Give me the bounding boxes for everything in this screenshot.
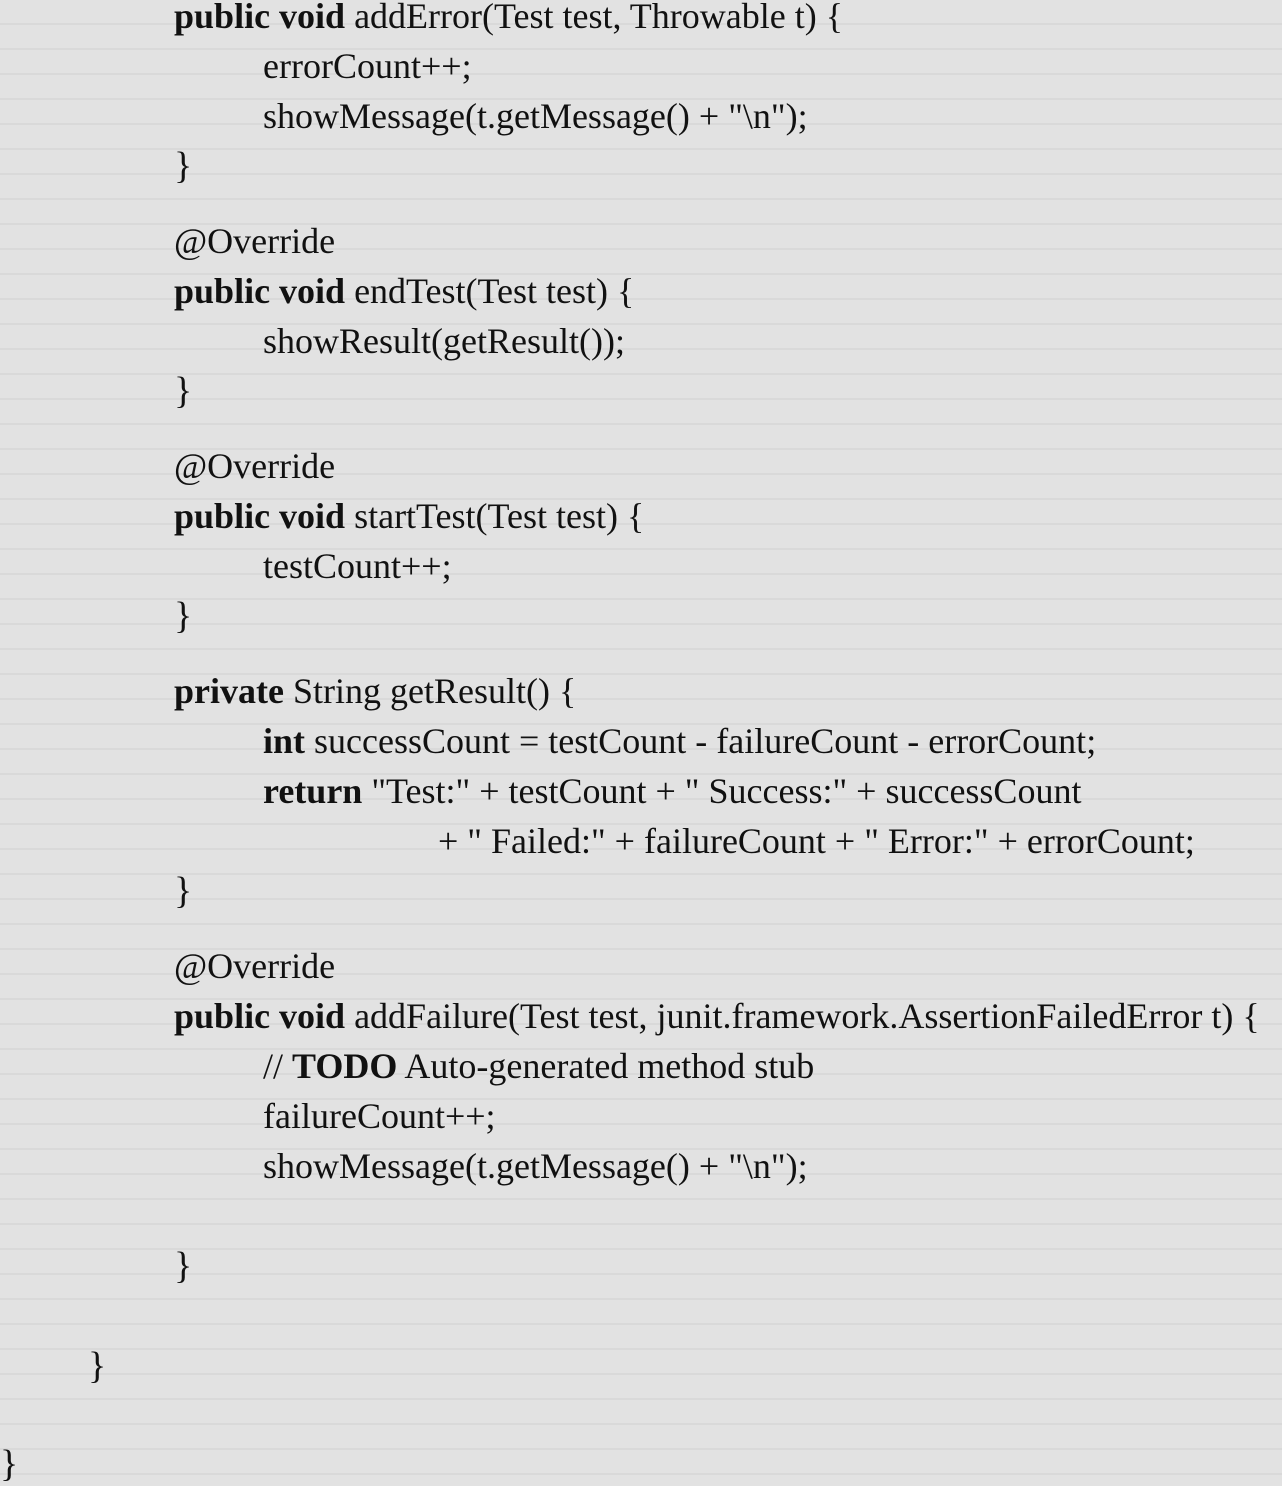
add-error-body-line: errorCount++; [263, 46, 472, 86]
code-text: startTest(Test test) { [345, 496, 645, 536]
get-result-signature [174, 671, 576, 711]
comment-prefix: // [263, 1046, 293, 1086]
todo-comment [263, 1046, 814, 1086]
end-test-signature [174, 271, 634, 311]
closing-brace: } [174, 595, 193, 637]
code-text: String getResult() { [283, 671, 577, 711]
code-text: addFailure(Test test, junit.framework.AssertionFailedError t) { [345, 996, 1260, 1036]
todo-keyword: TODO [292, 1046, 398, 1086]
keyword: public void [174, 271, 346, 311]
code-text: endTest(Test test) { [345, 271, 635, 311]
add-failure-body-line: showMessage(t.getMessage() + "\n"); [263, 1146, 808, 1186]
closing-brace: } [174, 870, 193, 912]
keyword: return [263, 771, 363, 811]
keyword: int [263, 721, 306, 761]
start-test-body-line: testCount++; [263, 546, 452, 586]
get-result-continuation-line: + " Failed:" + failureCount + " Error:" + errorCount; [438, 821, 1195, 861]
code-text: addError(Test test, Throwable t) { [345, 0, 844, 36]
keyword: private [174, 671, 284, 711]
add-error-body-line: showMessage(t.getMessage() + "\n"); [263, 96, 808, 136]
code-text: "Test:" + testCount + " Success:" + successCount [362, 771, 1082, 811]
get-result-body-line [263, 771, 1081, 811]
code-text: successCount = testCount - failureCount - errorCount; [305, 721, 1097, 761]
keyword: public void [174, 996, 346, 1036]
closing-brace: } [174, 370, 193, 412]
outer-class-closing-brace: } [0, 1443, 19, 1485]
start-test-signature [174, 496, 644, 536]
override-annotation: @Override [174, 221, 336, 261]
add-failure-body-line: failureCount++; [263, 1096, 496, 1136]
add-failure-signature [174, 996, 1260, 1036]
add-error-signature [174, 0, 843, 36]
comment-text: Auto-generated method stub [397, 1046, 815, 1086]
closing-brace: } [174, 145, 193, 187]
end-test-body-line: showResult(getResult()); [263, 321, 625, 361]
get-result-body-line [263, 721, 1096, 761]
inner-class-closing-brace: } [88, 1345, 107, 1387]
keyword: public void [174, 0, 346, 36]
closing-brace: } [174, 1245, 193, 1287]
override-annotation: @Override [174, 946, 336, 986]
override-annotation: @Override [174, 446, 336, 486]
keyword: public void [174, 496, 346, 536]
